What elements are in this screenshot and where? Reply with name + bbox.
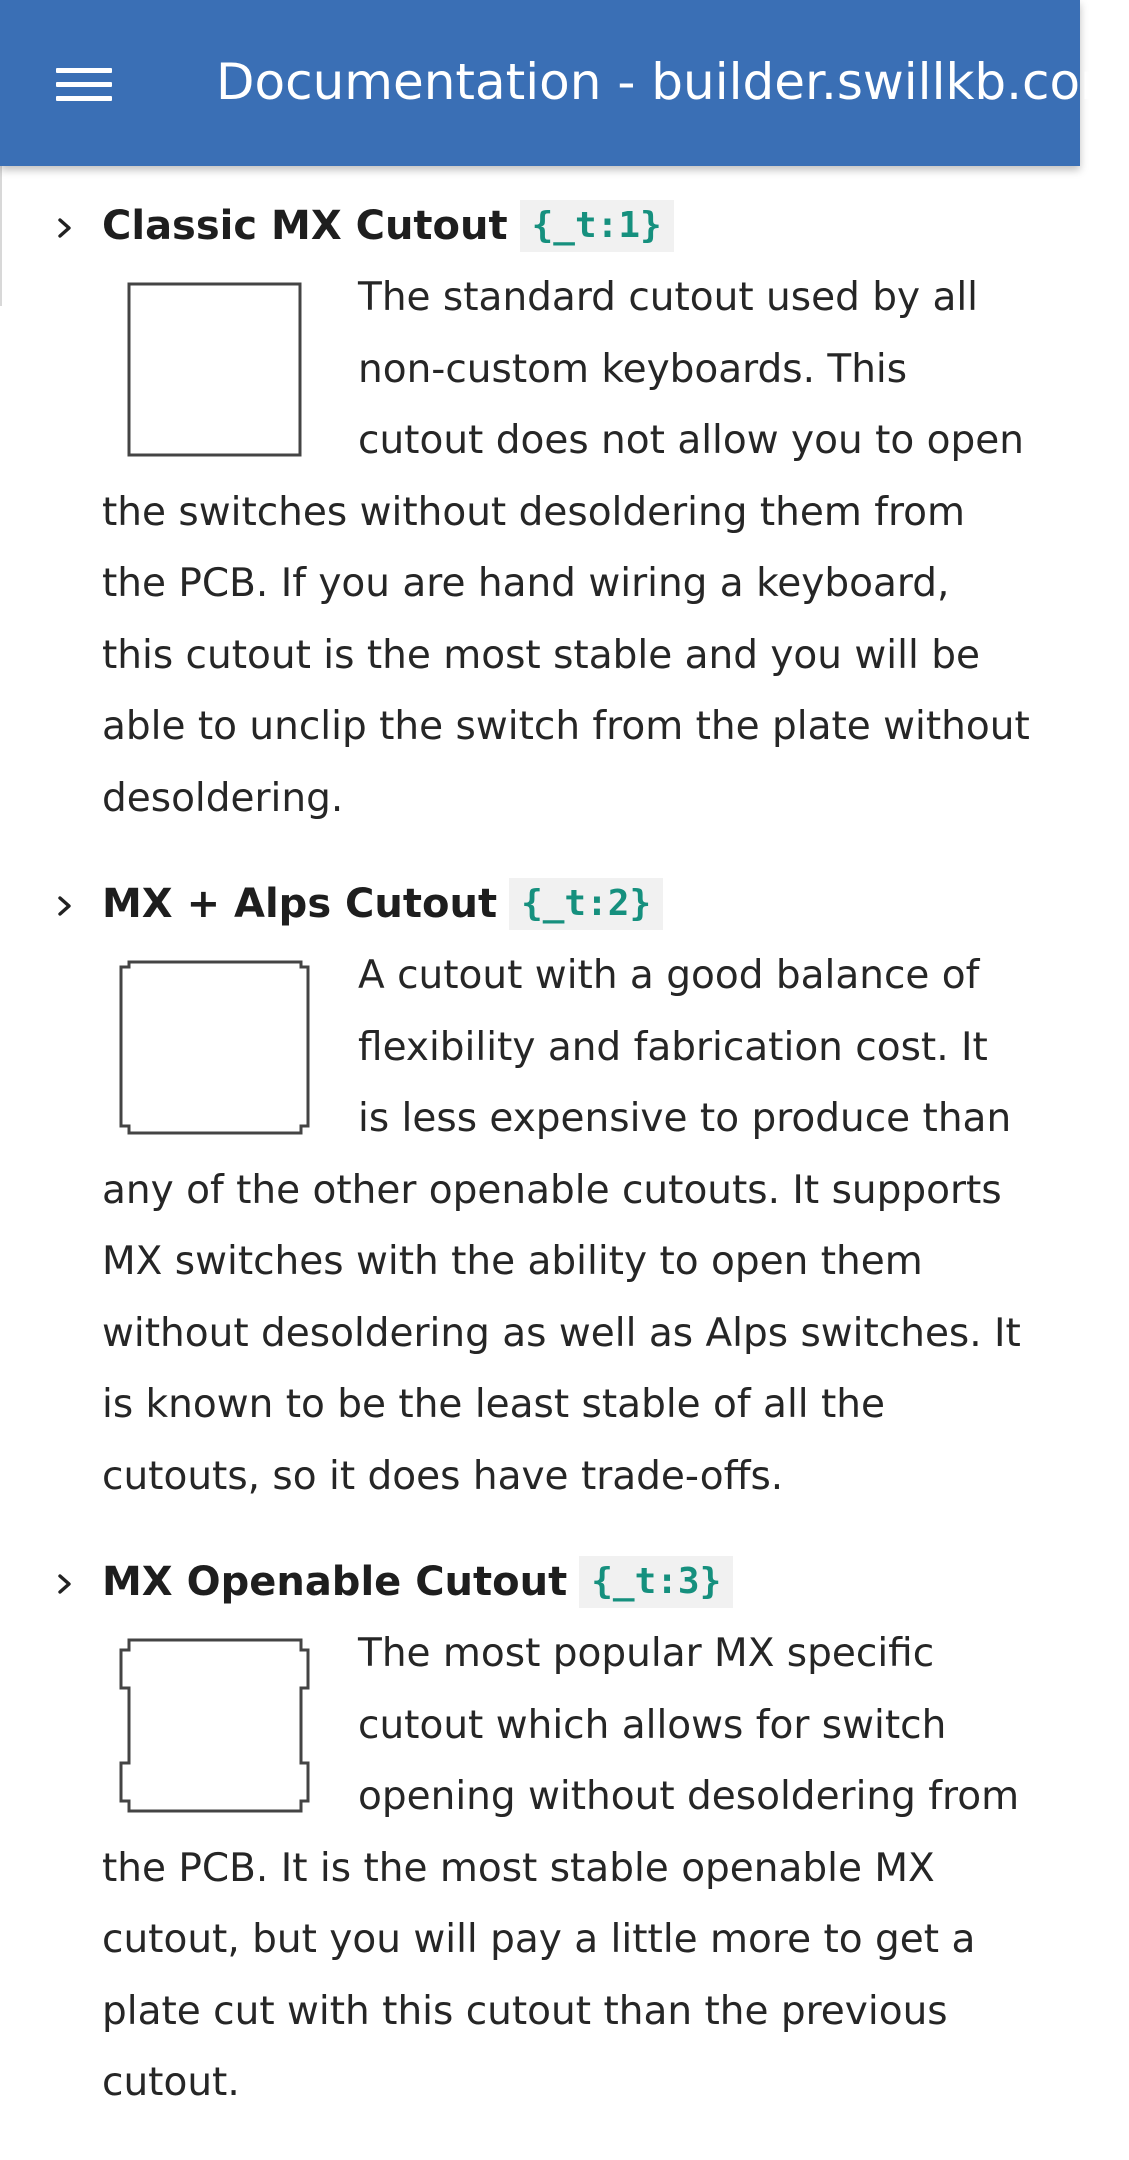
section-description: The standard cutout used by all non-custom keyboards. This cutout does not allow you to open the switches without desoldering them from the PCB. If you are hand wiring a keyboard, this cutout is the most stable and you will be able to unclip the switch from the plate without desoldering. <box>102 275 1030 821</box>
section-header[interactable] <box>102 868 1030 940</box>
menu-icon[interactable] <box>56 68 112 102</box>
code-badge: {_t:1} <box>520 200 674 252</box>
section-mx-alps-cutout <box>0 868 1080 1512</box>
section-description: A cutout with a good balance of flexibility and fabrication cost. It is less expensive to produce than any of the other openable cutouts. It supports MX switches with the ability to open them without desoldering as well as Alps switches. It is known to be the least stable of all the cutouts, so it does have trade-offs. <box>102 953 1021 1499</box>
section-header[interactable] <box>102 1546 1030 1618</box>
chevron-right-icon[interactable] <box>54 1573 76 1595</box>
mx-openable-cutout-icon <box>102 1618 358 1832</box>
code-badge: {_t:3} <box>579 1556 733 1608</box>
app-bar <box>0 0 1129 166</box>
documentation-content <box>0 166 1080 2119</box>
chevron-right-icon[interactable] <box>54 217 76 239</box>
section-description: The most popular MX specific cutout which allows for switch opening without desoldering from the PCB. It is the most stable openable MX cutout, but you will pay a little more to get a plate cut with this cutout than the previous cutout. <box>102 1631 1020 2105</box>
section-header[interactable] <box>102 190 1030 262</box>
code-badge: {_t:2} <box>509 878 663 930</box>
square-cutout-icon <box>102 262 358 476</box>
section-title: MX Openable Cutout <box>102 1559 568 1605</box>
section-title: MX + Alps Cutout <box>102 881 498 927</box>
section-mx-openable-cutout <box>0 1546 1080 2119</box>
page-title: Documentation - builder.swillkb.com <box>216 53 1129 111</box>
chevron-right-icon[interactable] <box>54 895 76 917</box>
mx-alps-cutout-icon <box>102 940 358 1154</box>
section-title: Classic MX Cutout <box>102 203 508 249</box>
section-classic-mx-cutout <box>0 190 1080 834</box>
